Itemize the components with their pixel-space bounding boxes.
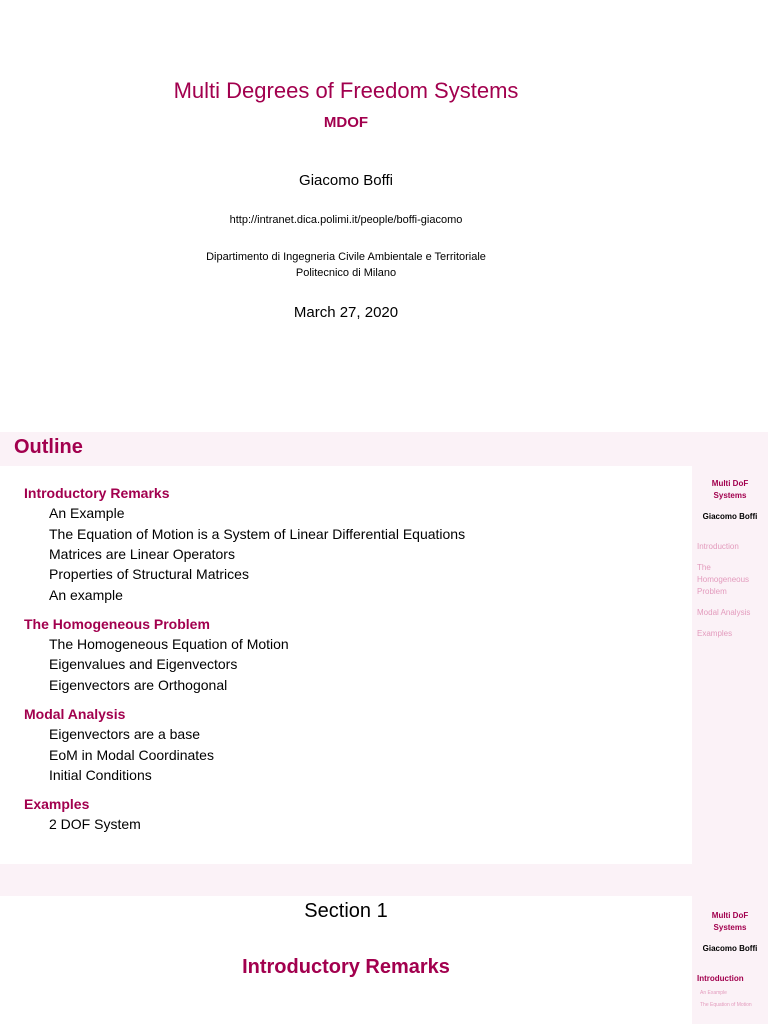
outline-subsection-link[interactable]: EoM in Modal Coordinates [49, 747, 214, 763]
presentation-title: Multi Degrees of Freedom Systems [173, 78, 519, 103]
sidebar-title-line2: Systems [713, 923, 747, 932]
sidebar-title-line2: Systems [713, 491, 747, 500]
presentation-date: March 27, 2020 [293, 304, 399, 321]
outline-subsection-link[interactable]: The Homogeneous Equation of Motion [49, 636, 289, 652]
sidebar-nav-homogeneous-problem[interactable]: The Homogeneous Problem [697, 563, 750, 596]
sidebar-nav-modal-analysis[interactable]: Modal Analysis [697, 608, 751, 617]
outline-section-link[interactable]: The Homogeneous Problem [24, 616, 210, 632]
outline-heading: Outline [14, 436, 83, 458]
sidebar [692, 466, 768, 864]
sidebar-author: Giacomo Boffi [702, 512, 758, 521]
outline-subsection-link[interactable]: Initial Conditions [49, 767, 152, 783]
sidebar-author: Giacomo Boffi [702, 944, 758, 953]
sidebar-nav-introduction[interactable]: Introduction [697, 542, 739, 551]
section-slide [0, 896, 768, 1024]
sidebar-subnav-item[interactable]: The Equation of Motion [700, 1002, 752, 1008]
sidebar-nav-introduction[interactable]: Introduction [697, 974, 744, 983]
author-url-link[interactable]: http://intranet.dica.polimi.it/people/boffi-giacomo [229, 214, 463, 226]
presentation-subtitle: MDOF [323, 114, 369, 131]
outline-section-link[interactable]: Introductory Remarks [24, 485, 170, 501]
frame-header [0, 432, 768, 466]
section-number: Section 1 [304, 900, 388, 922]
outline-subsection-link[interactable]: 2 DOF System [49, 816, 141, 832]
section-title: Introductory Remarks [242, 956, 450, 978]
institution-university: Politecnico di Milano [295, 267, 397, 279]
institution-department: Dipartimento di Ingegneria Civile Ambientale e Territoriale [206, 251, 486, 263]
outline-subsection-link[interactable]: Properties of Structural Matrices [49, 566, 249, 582]
title-slide [0, 0, 768, 432]
sidebar-nav-examples[interactable]: Examples [697, 629, 733, 638]
outline-subsection-link[interactable]: Eigenvalues and Eigenvectors [49, 656, 238, 672]
outline-subsection-link[interactable]: Matrices are Linear Operators [49, 546, 235, 562]
outline-slide [0, 432, 768, 864]
outline-subsection-link[interactable]: Eigenvectors are a base [49, 726, 200, 742]
outline-section-link[interactable]: Examples [24, 796, 90, 812]
sidebar-title-line1: Multi DoF [711, 479, 749, 488]
sidebar [692, 896, 768, 1024]
author-name: Giacomo Boffi [299, 172, 393, 189]
outline-subsection-link[interactable]: An Example [49, 505, 125, 521]
slide-divider [0, 864, 768, 896]
outline-subsection-link[interactable]: The Equation of Motion is a System of Linear Differential Equations [49, 526, 466, 542]
outline-subsection-link[interactable]: An example [49, 587, 123, 603]
outline-subsection-link[interactable]: Eigenvectors are Orthogonal [49, 677, 228, 693]
sidebar-subnav-item[interactable]: An Example [700, 990, 727, 996]
sidebar-title-line1: Multi DoF [711, 911, 749, 920]
outline-section-link[interactable]: Modal Analysis [24, 706, 126, 722]
